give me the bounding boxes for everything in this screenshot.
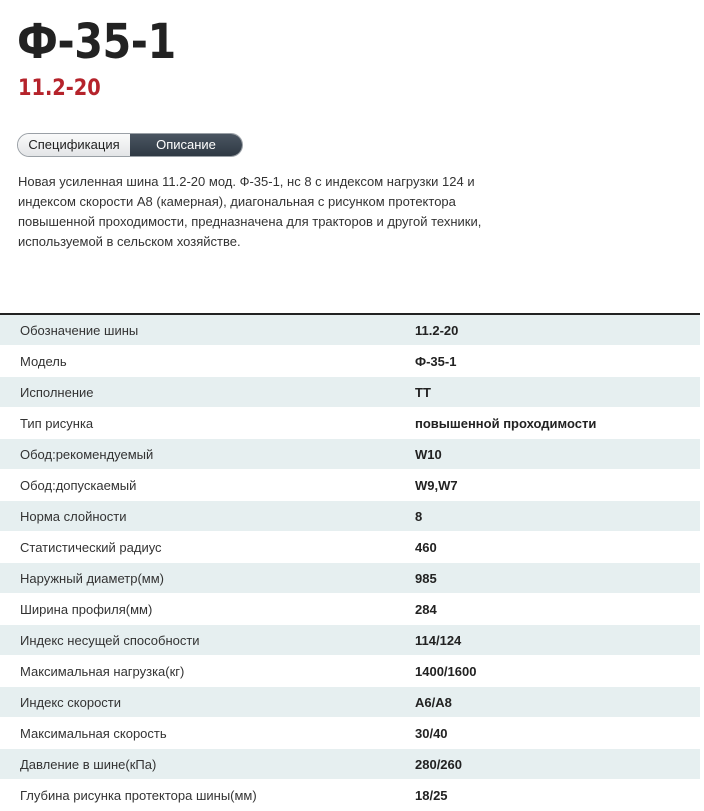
spec-label: Максимальная скорость: [0, 718, 415, 749]
table-row: [0, 625, 700, 656]
spec-label: Глубина рисунка протектора шины(мм): [0, 780, 415, 811]
table-row: [0, 439, 700, 470]
table-row: [0, 408, 700, 439]
table-row: [0, 780, 700, 811]
spec-value: 30/40: [415, 718, 700, 749]
spec-value: 1400/1600: [415, 656, 700, 687]
tab-specification[interactable]: Спецификация: [18, 134, 130, 156]
spec-label: Обозначение шины: [0, 315, 415, 346]
spec-table-container: [0, 313, 700, 811]
spec-label: Индекс скорости: [0, 687, 415, 718]
spec-value: Ф-35-1: [415, 346, 700, 377]
spec-value: 114/124: [415, 625, 700, 656]
spec-label: Наружный диаметр(мм): [0, 563, 415, 594]
table-row: [0, 749, 700, 780]
product-description: Новая усиленная шина 11.2-20 мод. Ф-35-1, нс 8 с индексом нагрузки 124 и индексом скорости А8 (камерная), диагональная с рисунком протектора повышенной проходимости, предназначена для тракторов и другой техники, используемой в сельском хозяйстве.: [18, 174, 482, 249]
spec-value: 985: [415, 563, 700, 594]
spec-value: 8: [415, 501, 700, 532]
spec-label: Обод:рекомендуемый: [0, 439, 415, 470]
spec-label: Ширина профиля(мм): [0, 594, 415, 625]
spec-label: Максимальная нагрузка(кг): [0, 656, 415, 687]
spec-label: Статистический радиус: [0, 532, 415, 563]
table-row: [0, 718, 700, 749]
spec-label: Норма слойности: [0, 501, 415, 532]
spec-value: W9,W7: [415, 470, 700, 501]
spec-table: [0, 315, 700, 811]
table-row: [0, 470, 700, 501]
table-row: [0, 315, 700, 346]
tire-size: 11.2-20: [18, 76, 101, 101]
spec-label: Модель: [0, 346, 415, 377]
table-row: [0, 687, 700, 718]
spec-value: TT: [415, 377, 700, 408]
table-row: [0, 346, 700, 377]
spec-value: 284: [415, 594, 700, 625]
spec-value: W10: [415, 439, 700, 470]
spec-label: Тип рисунка: [0, 408, 415, 439]
spec-label: Индекс несущей способности: [0, 625, 415, 656]
table-row: [0, 594, 700, 625]
table-row: [0, 656, 700, 687]
tab-bar: [17, 133, 243, 157]
table-row: [0, 563, 700, 594]
spec-value: 280/260: [415, 749, 700, 780]
table-row: [0, 501, 700, 532]
product-title: Ф-35-1: [17, 14, 176, 70]
spec-value: 460: [415, 532, 700, 563]
spec-label: Исполнение: [0, 377, 415, 408]
table-row: [0, 532, 700, 563]
spec-value: повышенной проходимости: [415, 408, 700, 439]
spec-value: A6/A8: [415, 687, 700, 718]
tab-description[interactable]: Описание: [130, 134, 242, 156]
spec-value: 18/25: [415, 780, 700, 811]
table-row: [0, 377, 700, 408]
spec-label: Давление в шине(кПа): [0, 749, 415, 780]
spec-label: Обод:допускаемый: [0, 470, 415, 501]
spec-value: 11.2-20: [415, 315, 700, 346]
